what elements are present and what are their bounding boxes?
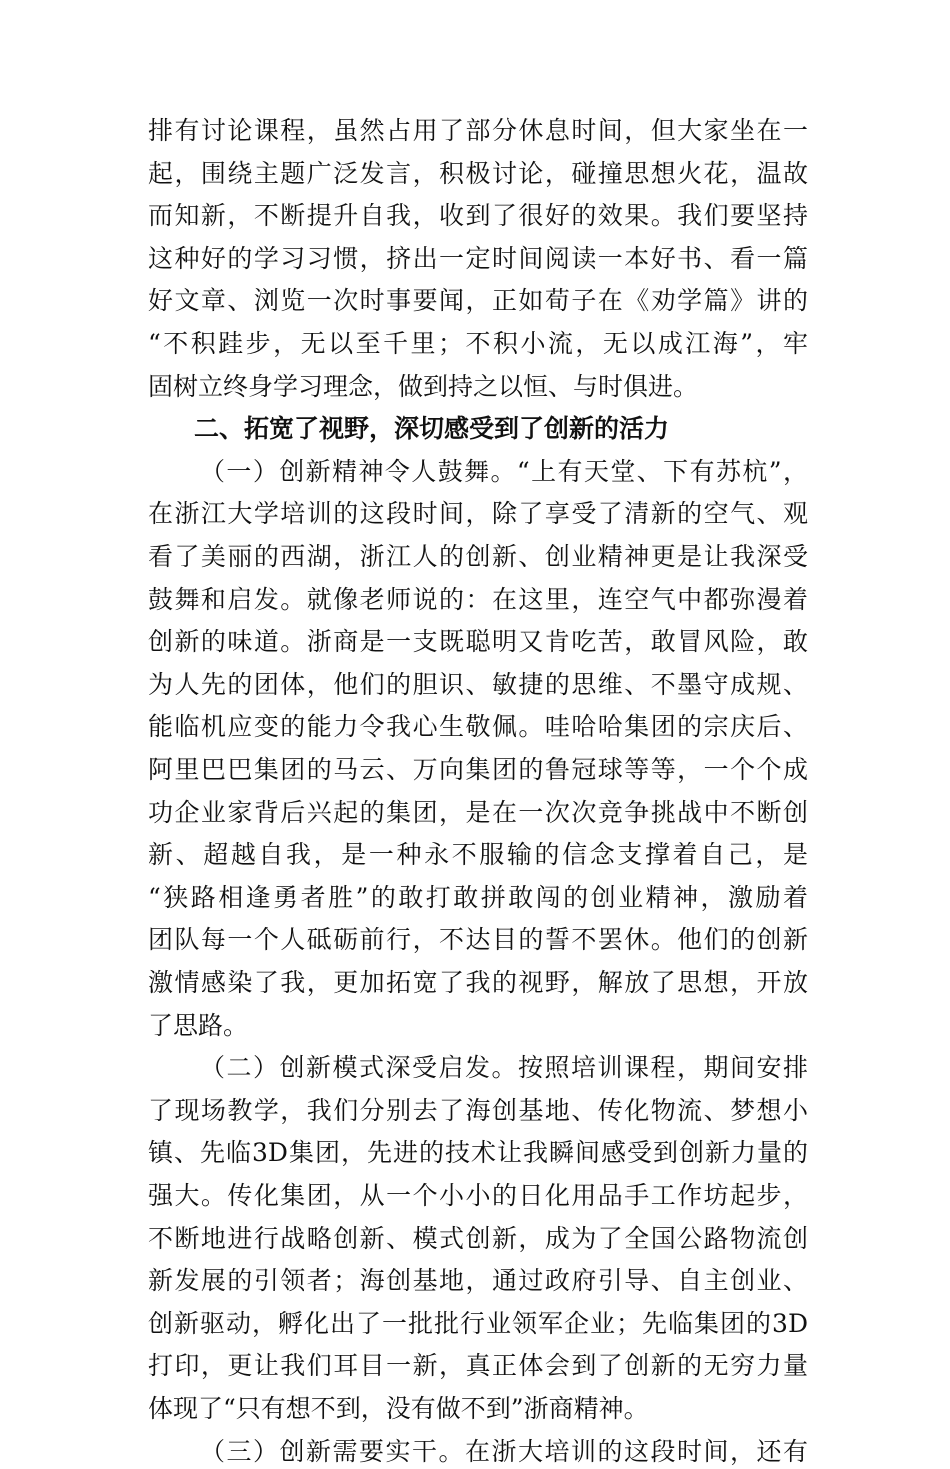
text-line: 固树立终身学习理念，做到持之以恒、与时俱进。 [148, 372, 699, 401]
text-line: 好文章、浏览一次时事要闻，正如荀子在《劝学篇》讲的 [148, 286, 808, 315]
text-line: 阿里巴巴集团的马云、万向集团的鲁冠球等等，一个个成 [148, 755, 808, 784]
section-heading: 二、拓宽了视野，深切感受到了创新的活力 [194, 414, 670, 443]
text-line: 不断地进行战略创新、模式创新，成为了全国公路物流创 [148, 1224, 808, 1253]
text-line: 功企业家背后兴起的集团，是在一次次竞争挑战中不断创 [148, 798, 808, 827]
text-line: 鼓舞和启发。就像老师说的：在这里，连空气中都弥漫着 [148, 585, 808, 614]
text-line: 了现场教学，我们分别去了海创基地、传化物流、梦想小 [148, 1096, 808, 1125]
text-line: （一）创新精神令人鼓舞。“上有天堂、下有苏杭”， [200, 457, 808, 486]
text-line: 新、超越自我，是一种永不服输的信念支撑着自己，是 [148, 840, 808, 869]
text-line: “狭路相逢勇者胜”的敢打敢拼敢闯的创业精神，激励着 [148, 883, 808, 912]
text-line: 新发展的引领者；海创基地，通过政府引导、自主创业、 [148, 1266, 808, 1295]
text-line: 创新驱动，孵化出了一批批行业领军企业；先临集团的3D [148, 1309, 808, 1338]
text-line: 排有讨论课程，虽然占用了部分休息时间，但大家坐在一 [148, 116, 808, 145]
text-line: 激情感染了我，更加拓宽了我的视野，解放了思想，开放 [148, 968, 808, 997]
text-line: 体现了“只有想不到，没有做不到”浙商精神。 [148, 1394, 649, 1423]
text-line: 团队每一个人砥砺前行，不达目的誓不罢休。他们的创新 [148, 925, 808, 954]
text-line: “不积跬步，无以至千里；不积小流，无以成江海”，牢 [148, 329, 808, 358]
text-line: （三）创新需要实干。在浙大培训的这段时间，还有 [200, 1437, 808, 1466]
text-line: 起，围绕主题广泛发言，积极讨论，碰撞思想火花，温故 [148, 159, 808, 188]
text-line: 看了美丽的西湖，浙江人的创新、创业精神更是让我深受 [148, 542, 808, 571]
text-line: 能临机应变的能力令我心生敬佩。哇哈哈集团的宗庆后、 [148, 712, 808, 741]
text-line: （二）创新模式深受启发。按照培训课程，期间安排 [200, 1053, 808, 1082]
text-line: 创新的味道。浙商是一支既聪明又肯吃苦，敢冒风险，敢 [148, 627, 808, 656]
text-line: 这种好的学习习惯，挤出一定时间阅读一本好书、看一篇 [148, 244, 808, 273]
text-line: 强大。传化集团，从一个小小的日化用品手工作坊起步， [148, 1181, 808, 1210]
text-line: 为人先的团体，他们的胆识、敏捷的思维、不墨守成规、 [148, 670, 808, 699]
text-line: 镇、先临3D集团，先进的技术让我瞬间感受到创新力量的 [148, 1138, 808, 1167]
text-line: 而知新，不断提升自我，收到了很好的效果。我们要坚持 [148, 201, 808, 230]
text-line: 在浙江大学培训的这段时间，除了享受了清新的空气、观 [148, 499, 808, 528]
text-line: 了思路。 [148, 1011, 249, 1040]
text-line: 打印，更让我们耳目一新，真正体会到了创新的无穷力量 [148, 1351, 808, 1380]
